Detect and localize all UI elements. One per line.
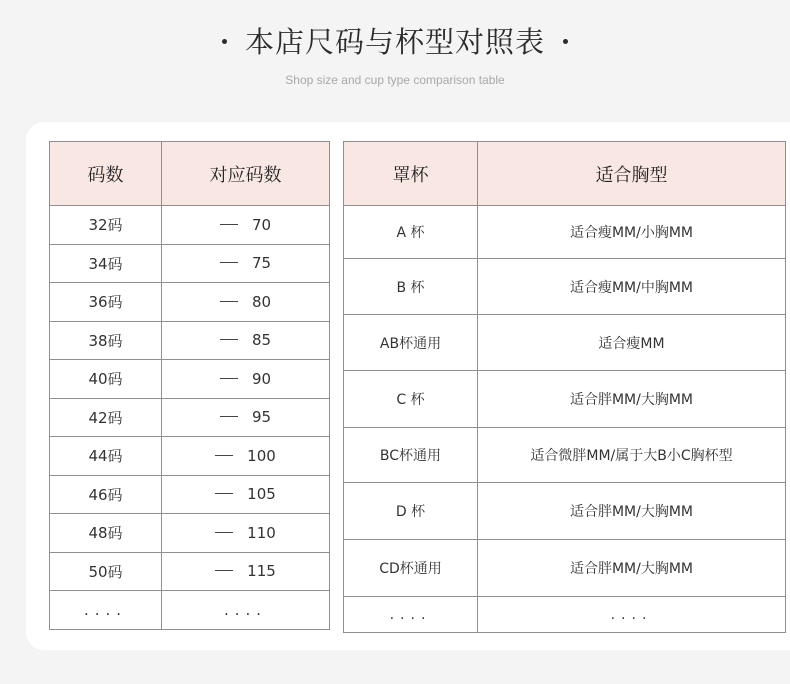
value-text: 100: [247, 446, 276, 465]
fit-cell: 适合瘦MM/中胸MM: [478, 259, 786, 315]
ellipsis-cell: ....: [344, 597, 478, 633]
bullet-dot-icon: [222, 39, 227, 44]
value-text: 75: [251, 254, 272, 273]
header-corresponding-size: 对应码数: [162, 142, 330, 206]
cup-table: [343, 141, 786, 633]
cup-cell: D 杯: [344, 483, 478, 540]
size-cell: 40码: [50, 360, 162, 399]
value-cell: [162, 283, 330, 322]
size-cell: 38码: [50, 321, 162, 360]
value-text: 110: [247, 523, 276, 542]
fit-cell: 适合瘦MM: [478, 315, 786, 371]
header-size: 码数: [50, 142, 162, 206]
cup-cell: C 杯: [344, 371, 478, 428]
dash-icon: [220, 416, 238, 417]
size-cell: 46码: [50, 475, 162, 514]
value-cell: [162, 437, 330, 476]
value-cell: [162, 321, 330, 360]
value-cell: [162, 360, 330, 399]
dash-icon: [220, 378, 238, 379]
fit-cell: 适合胖MM/大胸MM: [478, 371, 786, 428]
table-row: [344, 540, 786, 597]
value-text: 115: [247, 562, 276, 581]
table-header-row: [50, 142, 330, 206]
page-title-text: 本店尺码与杯型对照表: [244, 25, 545, 59]
ellipsis-cell: ....: [478, 597, 786, 633]
size-table: [49, 141, 330, 630]
value-text: 90: [251, 369, 272, 388]
table-row-ellipsis: [50, 591, 330, 630]
fit-cell: 适合微胖MM/属于大B小C胸杯型: [478, 428, 786, 483]
table-row: [344, 259, 786, 315]
value-cell: [162, 206, 330, 245]
value-text: 80: [251, 292, 272, 311]
table-row: [50, 206, 330, 245]
cup-cell: BC杯通用: [344, 428, 478, 483]
table-row: [50, 360, 330, 399]
size-cell: 50码: [50, 552, 162, 591]
dash-icon: [215, 532, 233, 533]
cup-cell: B 杯: [344, 259, 478, 315]
value-cell: [162, 514, 330, 553]
table-row: [50, 475, 330, 514]
value-cell: [162, 552, 330, 591]
page-subtitle: Shop size and cup type comparison table: [285, 73, 505, 87]
fit-cell: 适合胖MM/大胸MM: [478, 540, 786, 597]
ellipsis-cell: ....: [162, 591, 330, 630]
table-row: [50, 283, 330, 322]
table-row: [50, 552, 330, 591]
size-cell: 48码: [50, 514, 162, 553]
header-cup: 罩杯: [344, 142, 478, 206]
size-cell: 44码: [50, 437, 162, 476]
table-row: [344, 483, 786, 540]
header-fit: 适合胸型: [478, 142, 786, 206]
header: [0, 22, 790, 88]
value-text: 70: [251, 215, 272, 234]
ellipsis-cell: ....: [50, 591, 162, 630]
table-header-row: [344, 142, 786, 206]
table-row: [344, 315, 786, 371]
fit-cell: 适合瘦MM/小胸MM: [478, 206, 786, 259]
size-cell: 32码: [50, 206, 162, 245]
dash-icon: [220, 301, 238, 302]
bullet-dot-icon: [563, 39, 568, 44]
dash-icon: [215, 455, 233, 456]
page-title: [0, 22, 790, 62]
size-cell: 34码: [50, 244, 162, 283]
cup-cell: AB杯通用: [344, 315, 478, 371]
table-row: [50, 244, 330, 283]
table-row-ellipsis: [344, 597, 786, 633]
value-cell: [162, 475, 330, 514]
table-row: [50, 514, 330, 553]
table-row: [344, 428, 786, 483]
dash-icon: [215, 570, 233, 571]
table-row: [50, 437, 330, 476]
size-cell: 36码: [50, 283, 162, 322]
cup-cell: A 杯: [344, 206, 478, 259]
dash-icon: [220, 262, 238, 263]
value-text: 105: [247, 485, 276, 504]
table-row: [50, 398, 330, 437]
value-text: 95: [251, 408, 272, 427]
value-text: 85: [251, 331, 272, 350]
dash-icon: [220, 339, 238, 340]
table-row: [344, 206, 786, 259]
value-cell: [162, 398, 330, 437]
dash-icon: [220, 224, 238, 225]
cup-cell: CD杯通用: [344, 540, 478, 597]
table-row: [344, 371, 786, 428]
dash-icon: [215, 493, 233, 494]
table-row: [50, 321, 330, 360]
size-cell: 42码: [50, 398, 162, 437]
fit-cell: 适合胖MM/大胸MM: [478, 483, 786, 540]
value-cell: [162, 244, 330, 283]
